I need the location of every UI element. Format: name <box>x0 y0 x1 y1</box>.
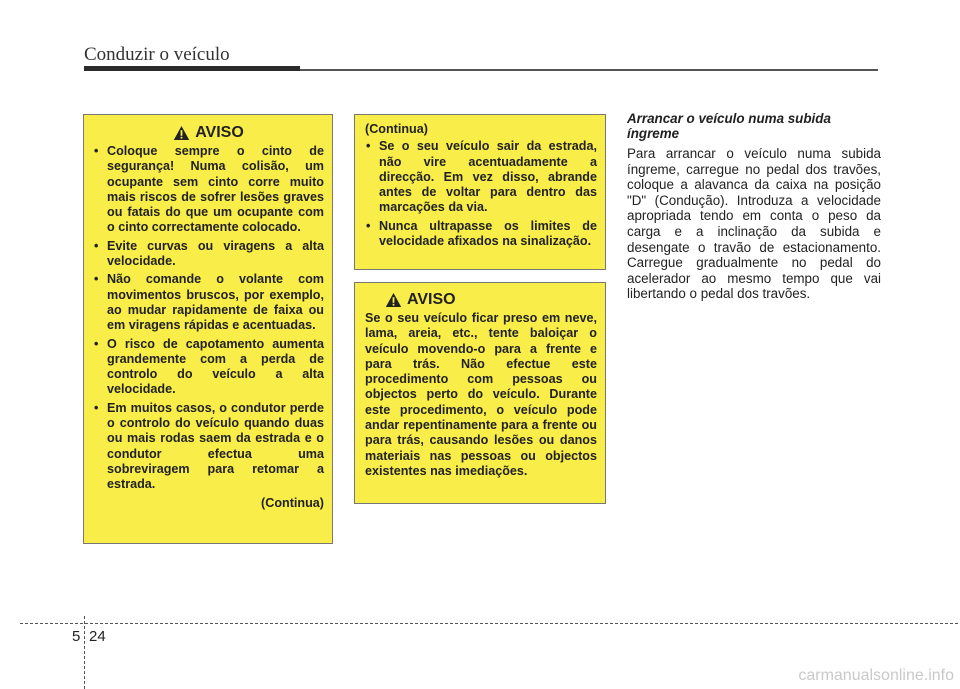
page-number: 24 <box>89 628 106 645</box>
continued-label: (Continua) <box>261 495 324 510</box>
list-item: • Nunca ultrapasse os limites de velocidade afixados na sinalização. <box>365 219 597 250</box>
warning-title: AVISO <box>407 291 456 309</box>
warning-box-3 <box>354 282 606 504</box>
warning-triangle-icon <box>385 292 402 308</box>
header-rule-thick <box>84 66 300 71</box>
list-item: • Em muitos casos, o condutor perde o controlo do veículo quando duas ou mais rodas saem da estrada e o condutor efectua uma sobreviragem para retomar a estrada. <box>93 401 324 493</box>
warning-heading <box>365 292 597 308</box>
warning-triangle-icon <box>173 125 190 141</box>
list-item: • Evite curvas ou viragens a alta velocidade. <box>93 239 324 270</box>
footer-rule <box>20 623 958 624</box>
watermark: carmanualsonline.info <box>798 667 954 684</box>
warning-box-2 <box>354 114 606 270</box>
warning-list <box>365 139 597 249</box>
warning-title: AVISO <box>195 124 244 142</box>
page-title: Conduzir o veículo <box>84 44 230 65</box>
footer-divider <box>84 616 85 689</box>
list-item: • O risco de capotamento aumenta grandemente com a perda de controlo do veículo a alta velocidade. <box>93 337 324 398</box>
section-body: Para arrancar o veículo numa subida íngreme, carregue no pedal dos travões, coloque a alavanca da caixa na posição "D" (Condução). Introduza a velocidade apropriada tendo em conta o peso da carga e a inclinação da subida e desengate o travão de estacionamento. Carregue gradualmente no pedal do acelerador ao mesmo tempo que vai libertando o pedal dos travões. <box>627 146 881 302</box>
chapter-number: 5 <box>72 628 81 645</box>
list-item: • Se o seu veículo sair da estrada, não vire acentuadamente a direcção. Em vez disso, abrande antes de voltar para dentro das marcações da via. <box>365 139 597 215</box>
warning-text: Se o seu veículo ficar preso em neve, lama, areia, etc., tente baloiçar o veículo movendo-o para a frente e para trás. Não efectue este procedimento com pessoas ou objectos perto do veículo. Durante este procedimento, o veículo pode andar repentinamente para a frente ou para trás, causando lesões ou danos materiais nas pessoas ou objectos existentes nas imediações. <box>365 311 597 478</box>
header-rule-thin <box>300 69 878 71</box>
continued-label: (Continua) <box>365 122 428 136</box>
warning-box-1 <box>83 114 333 544</box>
warning-heading <box>93 125 324 141</box>
section-heading: Arrancar o veículo numa subida íngreme <box>627 111 831 141</box>
warning-list <box>93 144 324 493</box>
list-item: • Não comande o volante com movimentos bruscos, por exemplo, ao mudar rapidamente de faixa ou em viragens rápidas e acentuadas. <box>93 272 324 333</box>
list-item: • Coloque sempre o cinto de segurança! Numa colisão, um ocupante sem cinto corre muito mais riscos de sofrer lesões graves ou fatais do que um ocupante com o cinto correctamente colocado. <box>93 144 324 236</box>
